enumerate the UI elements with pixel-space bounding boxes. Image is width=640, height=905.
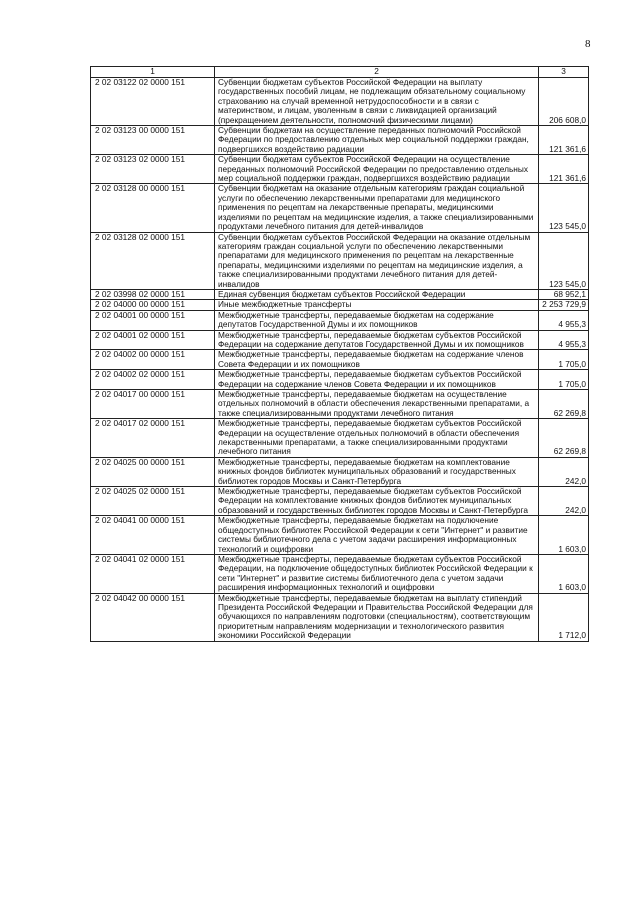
row-code: 2 02 04042 00 0000 151 xyxy=(91,593,215,641)
row-amount: 62 269,8 xyxy=(539,390,589,419)
row-description: Межбюджетные трансферты, передаваемые бюджетам субъектов Российской Федерации на осуществление отдельных полномочий в области обеспечения лекарственными препаратами, а также специализированными продуктами лечебного питания xyxy=(215,419,539,458)
row-description: Субвенции бюджетам субъектов Российской Федерации на осуществление переданных полномочий Российской Федерации по предоставлению отдельных мер социальной поддержки граждан, подвергшихся воздействию радиации xyxy=(215,155,539,184)
table-row xyxy=(91,232,589,289)
row-description: Межбюджетные трансферты, передаваемые бюджетам на комплектование книжных фондов библиотек муниципальных образований и государственных библиотек городов Москвы и Санкт-Петербурга xyxy=(215,457,539,486)
row-amount: 123 545,0 xyxy=(539,184,589,232)
row-description: Субвенции бюджетам на оказание отдельным категориям граждан социальной услуги по обеспечению лекарственными препаратами для медицинского применения по рецептам на лекарственные препараты, медицинскими изделиями по рецептам на медицинские изделия, а также специализированными продуктами лечебного питания для детей-инвалидов xyxy=(215,184,539,232)
row-code: 2 02 03128 02 0000 151 xyxy=(91,232,215,289)
row-description: Межбюджетные трансферты, передаваемые бюджетам на осуществление отдельных полномочий в области обеспечения лекарственными препаратами, а также специализированными продуктами лечебного питания xyxy=(215,390,539,419)
row-code: 2 02 04041 00 0000 151 xyxy=(91,516,215,555)
row-code: 2 02 04000 00 0000 151 xyxy=(91,300,215,310)
row-description: Межбюджетные трансферты, передаваемые бюджетам субъектов Российской Федерации на содержание членов Совета Федерации и их помощников xyxy=(215,370,539,390)
header-col-1: 1 xyxy=(91,67,215,78)
row-amount: 1 705,0 xyxy=(539,370,589,390)
row-amount: 206 608,0 xyxy=(539,78,589,126)
row-code: 2 02 04002 00 0000 151 xyxy=(91,350,215,370)
row-description: Межбюджетные трансферты, передаваемые бюджетам субъектов Российской Федерации, на подключение общедоступных библиотек Российской Федерации к сети "Интернет" и развитие системы библиотечного дела с учетом задачи расширения информационных технологий и оцифровки xyxy=(215,554,539,593)
row-description: Межбюджетные трансферты, передаваемые бюджетам на содержание депутатов Государственной Думы и их помощников xyxy=(215,310,539,330)
table-row xyxy=(91,300,589,310)
table-row xyxy=(91,419,589,458)
row-amount: 242,0 xyxy=(539,487,589,516)
row-code: 2 02 04001 00 0000 151 xyxy=(91,310,215,330)
row-amount: 4 955,3 xyxy=(539,330,589,350)
row-amount: 121 361,6 xyxy=(539,126,589,155)
table-header-row xyxy=(91,67,589,78)
row-code: 2 02 04017 02 0000 151 xyxy=(91,419,215,458)
header-col-2: 2 xyxy=(215,67,539,78)
row-amount: 123 545,0 xyxy=(539,232,589,289)
row-description: Единая субвенция бюджетам субъектов Российской Федерации xyxy=(215,289,539,299)
row-amount: 1 705,0 xyxy=(539,350,589,370)
row-description: Межбюджетные трансферты, передаваемые бюджетам на подключение общедоступных библиотек Российской Федерации к сети "Интернет" и развитие системы библиотечного дела с учетом задачи расширения информационных технологий и оцифровки xyxy=(215,516,539,555)
row-amount: 4 955,3 xyxy=(539,310,589,330)
row-amount: 242,0 xyxy=(539,457,589,486)
row-code: 2 02 04001 02 0000 151 xyxy=(91,330,215,350)
table-row xyxy=(91,593,589,641)
row-code: 2 02 04002 02 0000 151 xyxy=(91,370,215,390)
table-row xyxy=(91,310,589,330)
table-row xyxy=(91,554,589,593)
row-description: Субвенции бюджетам субъектов Российской Федерации на выплату государственных пособий лицам, не подлежащим обязательному социальному страхованию на случай временной нетрудоспособности и в связи с материнством, и лицам, уволенным в связи с ликвидацией организаций (прекращением деятельности, полномочий физическими лицами) xyxy=(215,78,539,126)
table-row xyxy=(91,350,589,370)
row-code: 2 02 03122 02 0000 151 xyxy=(91,78,215,126)
row-code: 2 02 04041 02 0000 151 xyxy=(91,554,215,593)
row-description: Межбюджетные трансферты, передаваемые бюджетам на содержание членов Совета Федерации и их помощников xyxy=(215,350,539,370)
page-number: 8 xyxy=(585,38,591,50)
table-row xyxy=(91,78,589,126)
budget-table xyxy=(90,66,589,642)
header-col-3: 3 xyxy=(539,67,589,78)
row-amount: 62 269,8 xyxy=(539,419,589,458)
row-description: Субвенции бюджетам на осуществление переданных полномочий Российской Федерации по предоставлению отдельных мер социальной поддержки граждан, подвергшихся воздействию радиации xyxy=(215,126,539,155)
table-row xyxy=(91,184,589,232)
row-amount: 121 361,6 xyxy=(539,155,589,184)
table-row xyxy=(91,516,589,555)
row-description: Субвенции бюджетам субъектов Российской Федерации на оказание отдельным категориям граждан социальной услуги по обеспечению лекарственными препаратами для медицинского применения по рецептам на лекарственные препараты, медицинскими изделиями по рецептам на медицинские изделия, а также специализированными продуктами лечебного питания для детей-инвалидов xyxy=(215,232,539,289)
table-row xyxy=(91,370,589,390)
row-code: 2 02 04017 00 0000 151 xyxy=(91,390,215,419)
table-row xyxy=(91,289,589,299)
row-description: Межбюджетные трансферты, передаваемые бюджетам субъектов Российской Федерации на содержание депутатов Государственной Думы и их помощников xyxy=(215,330,539,350)
row-amount: 1 712,0 xyxy=(539,593,589,641)
row-amount: 1 603,0 xyxy=(539,516,589,555)
row-description: Межбюджетные трансферты, передаваемые бюджетам на выплату стипендий Президента Российской Федерации и Правительства Российской Федерации для обучающихся по направлениям подготовки (специальностям), соответствующим приоритетным направлениям модернизации и технологического развития экономики Российской Федерации xyxy=(215,593,539,641)
row-code: 2 02 03998 02 0000 151 xyxy=(91,289,215,299)
row-code: 2 02 04025 02 0000 151 xyxy=(91,487,215,516)
row-amount: 68 952,1 xyxy=(539,289,589,299)
row-code: 2 02 03123 00 0000 151 xyxy=(91,126,215,155)
table-row xyxy=(91,330,589,350)
table-row xyxy=(91,457,589,486)
table-row xyxy=(91,390,589,419)
row-amount: 1 603,0 xyxy=(539,554,589,593)
row-code: 2 02 03128 00 0000 151 xyxy=(91,184,215,232)
row-description: Иные межбюджетные трансферты xyxy=(215,300,539,310)
row-code: 2 02 04025 00 0000 151 xyxy=(91,457,215,486)
row-amount: 2 253 729,9 xyxy=(539,300,589,310)
table-row xyxy=(91,126,589,155)
table-row xyxy=(91,155,589,184)
row-description: Межбюджетные трансферты, передаваемые бюджетам субъектов Российской Федерации на комплектование книжных фондов библиотек муниципальных образований и государственных библиотек городов Москвы и Санкт-Петербурга xyxy=(215,487,539,516)
row-code: 2 02 03123 02 0000 151 xyxy=(91,155,215,184)
table-row xyxy=(91,487,589,516)
